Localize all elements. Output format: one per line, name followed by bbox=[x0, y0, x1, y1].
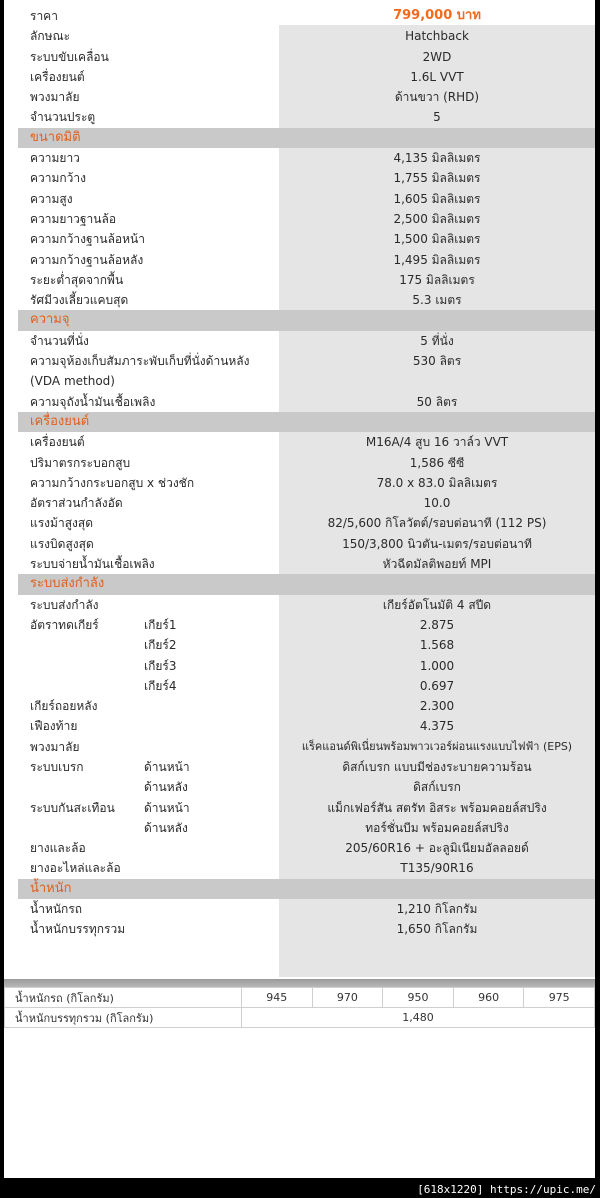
table-cell: 970 bbox=[312, 988, 383, 1008]
spec-label: น้ำหนักรถ bbox=[30, 902, 83, 917]
spec-value: 2.875 bbox=[419, 617, 455, 632]
spec-row bbox=[4, 453, 595, 473]
spec-row bbox=[4, 209, 595, 229]
section-header-capacity: ความจุ bbox=[18, 310, 595, 330]
spec-label: อัตราส่วนกำลังอัด bbox=[30, 496, 123, 511]
spec-label: เฟืองท้าย bbox=[30, 719, 78, 734]
spec-label: อัตราทดเกียร์ bbox=[30, 617, 99, 632]
spec-value: 2,500 มิลลิเมตร bbox=[393, 211, 481, 226]
spec-row bbox=[4, 26, 595, 46]
spec-rows bbox=[4, 6, 595, 940]
spec-row bbox=[4, 838, 595, 858]
spec-sublabel: ด้านหน้า bbox=[144, 759, 190, 774]
spec-row bbox=[4, 513, 595, 533]
spec-value: ด้านขวา (RHD) bbox=[394, 90, 480, 105]
spec-row bbox=[4, 189, 595, 209]
table-cell: 960 bbox=[453, 988, 524, 1008]
spec-row bbox=[4, 229, 595, 249]
spec-value: ทอร์ชั่นบีม พร้อมคอยล์สปริง bbox=[365, 820, 509, 835]
spec-row bbox=[4, 493, 595, 513]
spec-sublabel: เกียร์2 bbox=[144, 638, 177, 653]
spec-value: 50 ลิตร bbox=[416, 394, 458, 409]
spec-sublabel: เกียร์3 bbox=[144, 658, 177, 673]
spec-value: 5 ที่นั่ง bbox=[420, 333, 454, 348]
watermark: [618x1220] https://upic.me/ bbox=[417, 1183, 596, 1196]
table-cell-merged: 1,480 bbox=[242, 1008, 595, 1028]
spec-row bbox=[4, 676, 595, 696]
section-header-weight: น้ำหนัก bbox=[18, 879, 595, 899]
spec-row bbox=[4, 534, 595, 554]
spec-label: ความยาวฐานล้อ bbox=[30, 211, 117, 226]
spec-sublabel: เกียร์1 bbox=[144, 617, 177, 632]
table-row-label: น้ำหนักรถ (กิโลกรัม) bbox=[5, 988, 242, 1008]
spec-row bbox=[4, 67, 595, 87]
section-header-dimensions: ขนาดมิติ bbox=[18, 128, 595, 148]
spec-row bbox=[4, 270, 595, 290]
spec-row bbox=[4, 371, 595, 391]
spec-row bbox=[4, 716, 595, 736]
spec-row bbox=[4, 858, 595, 878]
spec-value: 175 มิลลิเมตร bbox=[399, 272, 475, 287]
spec-row bbox=[4, 757, 595, 777]
spec-value: 150/3,800 นิวตัน-เมตร/รอบต่อนาที bbox=[342, 536, 532, 551]
spec-value: 1.6L VVT bbox=[410, 69, 464, 84]
divider-bar bbox=[4, 979, 595, 987]
spec-value: M16A/4 สูบ 16 วาล์ว VVT bbox=[365, 435, 509, 450]
spec-value: 1,650 กิโลกรัม bbox=[396, 922, 478, 937]
spec-label: รัศมีวงเลี้ยวแคบสุด bbox=[30, 293, 129, 308]
spec-row bbox=[4, 473, 595, 493]
spec-label: พวงมาลัย bbox=[30, 90, 80, 105]
table-cell: 945 bbox=[242, 988, 313, 1008]
spec-row bbox=[4, 351, 595, 371]
spec-value: 1,500 มิลลิเมตร bbox=[393, 232, 481, 247]
spec-value: 1,210 กิโลกรัม bbox=[396, 902, 478, 917]
spec-value: 1,755 มิลลิเมตร bbox=[393, 171, 481, 186]
spec-row bbox=[4, 798, 595, 818]
table-cell: 950 bbox=[383, 988, 454, 1008]
spec-label: น้ำหนักบรรทุกรวม bbox=[30, 922, 126, 937]
weight-table bbox=[4, 987, 595, 1028]
spec-label: ระบบส่งกำลัง bbox=[30, 597, 99, 612]
spec-value: 1.000 bbox=[419, 658, 455, 673]
spec-value: แร็คแอนด์พิเนี่ยนพร้อมพาวเวอร์ผ่อนแรงแบบไฟฟ้า (EPS) bbox=[301, 739, 573, 753]
spec-row bbox=[4, 919, 595, 939]
spec-value: 82/5,600 กิโลวัตต์/รอบต่อนาที (112 PS) bbox=[327, 516, 547, 531]
spec-label: ระยะต่ำสุดจากพื้น bbox=[30, 272, 124, 287]
section-header-drivetrain: ระบบส่งกำลัง bbox=[18, 574, 595, 594]
spec-value: 5.3 เมตร bbox=[412, 293, 462, 308]
spec-label: ระบบขับเคลื่อน bbox=[30, 49, 109, 64]
spec-row bbox=[4, 392, 595, 412]
spec-label: เกียร์ถอยหลัง bbox=[30, 699, 98, 714]
table-row-label: น้ำหนักบรรทุกรวม (กิโลกรัม) bbox=[5, 1008, 242, 1028]
spec-row bbox=[4, 331, 595, 351]
spec-row bbox=[4, 737, 595, 757]
table-row bbox=[5, 1008, 595, 1028]
spec-label: ความกว้างฐานล้อหน้า bbox=[30, 232, 145, 247]
spec-row bbox=[4, 554, 595, 574]
spec-value: เกียร์อัตโนมัติ 4 สปีด bbox=[382, 597, 492, 612]
spec-label: ความจุห้องเก็บสัมภาระพับเก็บที่นั่งด้านหลัง bbox=[30, 354, 250, 369]
spec-row bbox=[4, 87, 595, 107]
spec-value: Hatchback bbox=[405, 29, 469, 44]
spec-label: ลักษณะ bbox=[30, 29, 71, 44]
spec-label: เครื่องยนต์ bbox=[30, 69, 85, 84]
spec-value: หัวฉีดมัลติพอยท์ MPI bbox=[382, 557, 492, 572]
spec-row bbox=[4, 47, 595, 67]
spec-row bbox=[4, 696, 595, 716]
spec-label: ความจุถังน้ำมันเชื้อเพลิง bbox=[30, 394, 156, 409]
spec-sublabel: ด้านหลัง bbox=[144, 780, 188, 795]
spec-value: 2WD bbox=[422, 49, 452, 64]
spec-value: ดิสก์เบรก แบบมีช่องระบายความร้อน bbox=[342, 759, 532, 774]
spec-row bbox=[4, 148, 595, 168]
spec-value: ดิสก์เบรก bbox=[413, 780, 461, 795]
spec-label: ความกว้างกระบอกสูบ x ช่วงชัก bbox=[30, 475, 195, 490]
price-row bbox=[4, 6, 595, 26]
spec-label: ระบบเบรก bbox=[30, 759, 84, 774]
spec-label: จำนวนที่นั่ง bbox=[30, 333, 89, 348]
spec-value: 10.0 bbox=[423, 496, 451, 511]
spec-value: แม็กเฟอร์สัน สตรัท อิสระ พร้อมคอยล์สปริง bbox=[327, 800, 547, 815]
spec-row bbox=[4, 168, 595, 188]
price-label: ราคา bbox=[30, 9, 58, 23]
spec-label: ยางและล้อ bbox=[30, 841, 86, 856]
spec-row bbox=[4, 777, 595, 797]
spec-label: เครื่องยนต์ bbox=[30, 435, 85, 450]
spec-label: ปริมาตรกระบอกสูบ bbox=[30, 455, 131, 470]
spec-label: ระบบกันสะเทือน bbox=[30, 800, 115, 815]
spec-value: 1,586 ซีซี bbox=[409, 455, 465, 470]
spec-value: 205/60R16 + อะลูมิเนียมอัลลอยด์ bbox=[345, 841, 529, 856]
spec-value: 0.697 bbox=[419, 678, 455, 693]
spec-value: 2.300 bbox=[419, 699, 455, 714]
spec-label: ระบบจ่ายน้ำมันเชื้อเพลิง bbox=[30, 557, 155, 572]
spec-label: ยางอะไหล่และล้อ bbox=[30, 861, 121, 876]
spec-value: 5 bbox=[433, 110, 441, 125]
spec-sublabel: เกียร์4 bbox=[144, 678, 177, 693]
spec-label: แรงบิดสูงสุด bbox=[30, 536, 94, 551]
spec-label: ความกว้าง bbox=[30, 171, 87, 186]
spec-label: (VDA method) bbox=[30, 374, 115, 389]
spec-row bbox=[4, 432, 595, 452]
spec-label: พวงมาลัย bbox=[30, 739, 80, 754]
spec-value: 4.375 bbox=[419, 719, 455, 734]
table-cell: 975 bbox=[524, 988, 595, 1008]
spec-row bbox=[4, 818, 595, 838]
table-row bbox=[5, 988, 595, 1008]
spec-value: 530 ลิตร bbox=[412, 354, 462, 369]
spec-sublabel: ด้านหน้า bbox=[144, 800, 190, 815]
spec-label: ความกว้างฐานล้อหลัง bbox=[30, 252, 144, 267]
spec-value: 1.568 bbox=[419, 638, 455, 653]
spec-label: แรงม้าสูงสุด bbox=[30, 516, 93, 531]
spec-sheet bbox=[4, 0, 595, 1178]
spec-row bbox=[4, 899, 595, 919]
spec-label: จำนวนประตู bbox=[30, 110, 96, 125]
spec-value: 1,495 มิลลิเมตร bbox=[393, 252, 481, 267]
spec-row bbox=[4, 656, 595, 676]
spec-row bbox=[4, 107, 595, 127]
price-value: 799,000 บาท bbox=[393, 8, 481, 23]
spec-row bbox=[4, 250, 595, 270]
spec-value: 78.0 x 83.0 มิลลิเมตร bbox=[376, 475, 498, 490]
spec-value: T135/90R16 bbox=[400, 861, 474, 876]
spec-value: 1,605 มิลลิเมตร bbox=[393, 191, 481, 206]
spec-row bbox=[4, 290, 595, 310]
spec-label: ความสูง bbox=[30, 191, 73, 206]
spec-value: 4,135 มิลลิเมตร bbox=[393, 151, 481, 166]
spec-row bbox=[4, 635, 595, 655]
spec-sublabel: ด้านหลัง bbox=[144, 820, 188, 835]
section-header-engine: เครื่องยนต์ bbox=[18, 412, 595, 432]
spec-label: ความยาว bbox=[30, 151, 80, 166]
spec-row bbox=[4, 615, 595, 635]
spec-row bbox=[4, 595, 595, 615]
